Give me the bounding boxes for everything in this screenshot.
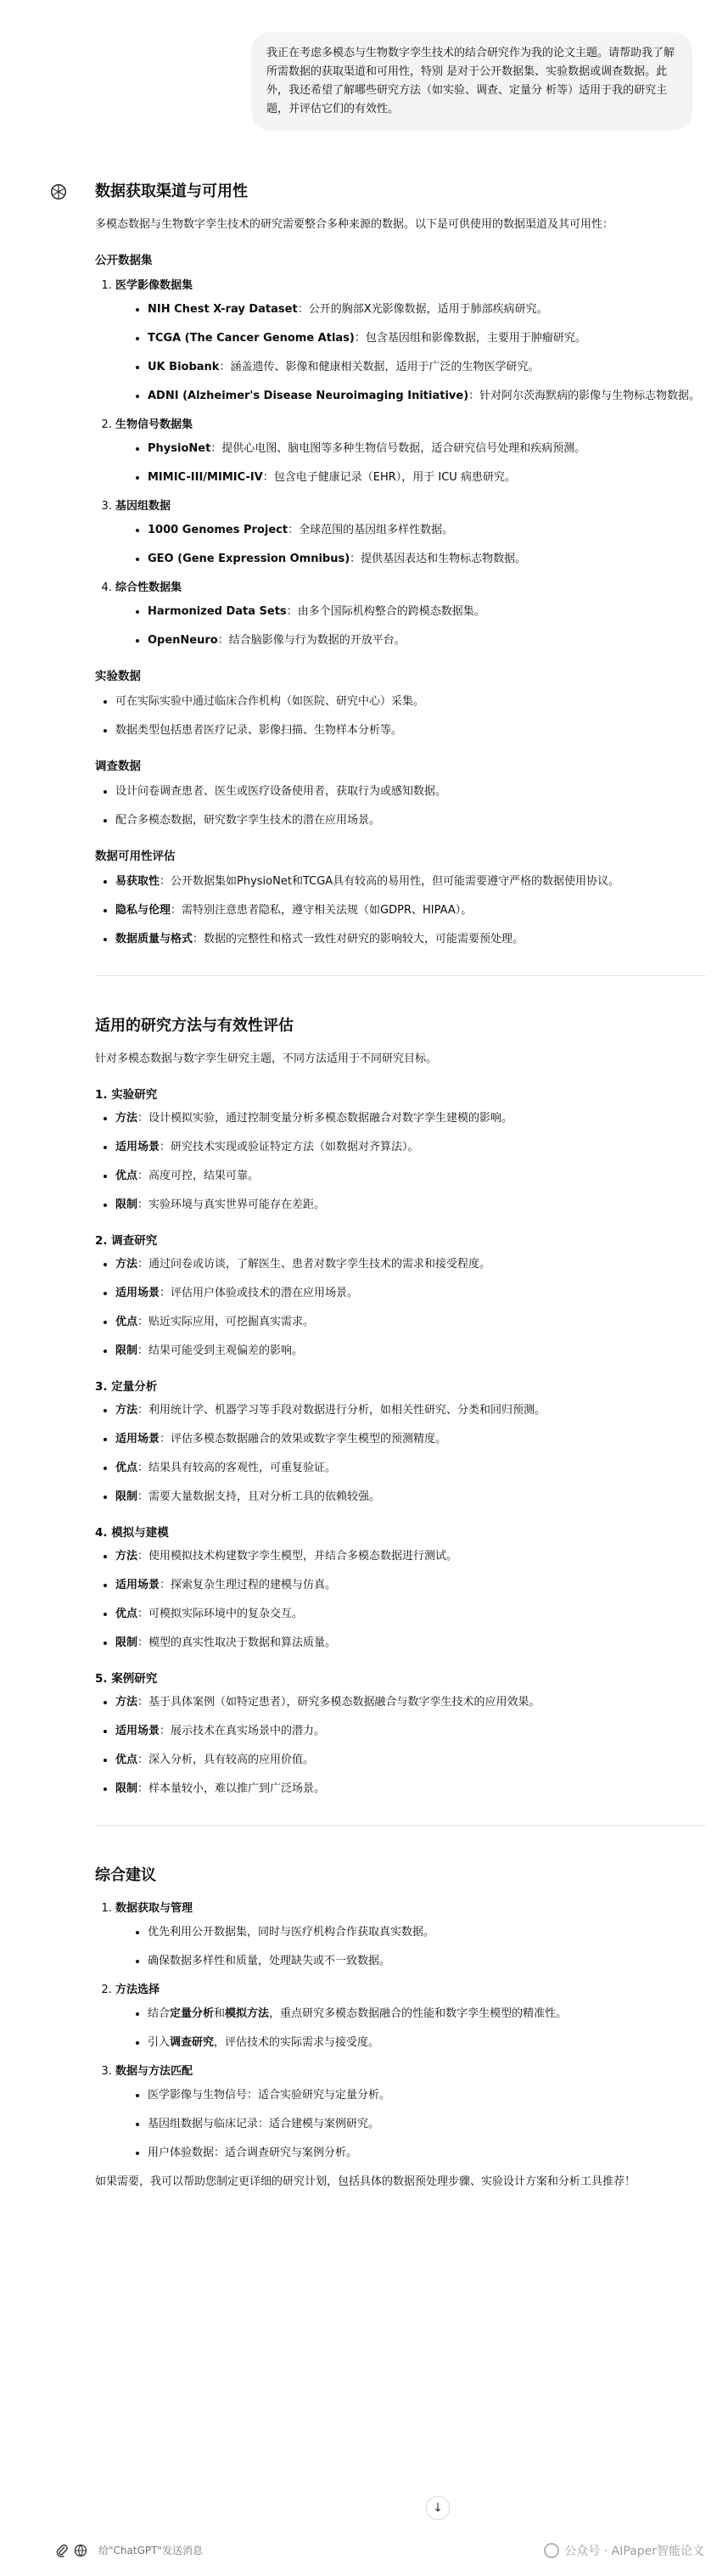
public-dataset-groups xyxy=(95,276,706,651)
list-item: • 结合定量分析和模拟方法，重点研究多模态数据融合的性能和数字孪生模型的精准性。 xyxy=(148,2004,706,2024)
dataset-group-title: 2. 生物信号数据集 xyxy=(115,418,193,431)
list-item: • MIMIC-III/MIMIC-IV：包含电子健康记录（EHR），用于 ICU 病患研究。 xyxy=(148,468,706,488)
list-item: • OpenNeuro：结合脑影像与行为数据的开放平台。 xyxy=(148,631,706,651)
list-item: • 适用场景：评估多模态数据融合的效果或数字孪生模型的预测精度。 xyxy=(115,1429,706,1450)
chatgpt-logo-icon xyxy=(49,182,68,201)
list-item: • 优点：高度可控，结果可靠。 xyxy=(115,1166,706,1187)
list-item: • 优先利用公开数据集，同时与医疗机构合作获取真实数据。 xyxy=(148,1922,706,1943)
dataset-group-title: 1. 医学影像数据集 xyxy=(115,279,193,292)
list-item: • 医学影像与生物信号：适合实验研究与定量分析。 xyxy=(148,2085,706,2106)
suggestion-group-title: 1. 数据获取与管理 xyxy=(115,1902,193,1915)
method-title: 1. 实验研究 xyxy=(95,1088,158,1102)
message-composer[interactable] xyxy=(53,2534,460,2568)
dataset-group xyxy=(115,497,706,570)
section-title-summary: 综合建议 xyxy=(95,1866,156,1884)
section-intro: 多模态数据与生物数字孪生技术的研究需要整合多种来源的数据。以下是可供使用的数据渠道及其可用性： xyxy=(95,218,614,231)
attach-icon[interactable] xyxy=(53,2541,71,2560)
suggestion-group xyxy=(115,2062,706,2164)
list-item: • 适用场景：研究技术实现或验证特定方法（如数据对齐算法）。 xyxy=(115,1137,706,1158)
list-item: • 方法：利用统计学、机器学习等手段对数据进行分析，如相关性研究、分类和回归预测。 xyxy=(115,1400,706,1421)
scroll-down-button[interactable] xyxy=(426,2496,450,2520)
list-item: • 设计问卷调查患者、医生或医疗设备使用者，获取行为或感知数据。 xyxy=(115,782,706,802)
experimental-data-heading: 实验数据 xyxy=(95,670,141,683)
user-message-bubble xyxy=(251,32,692,131)
public-datasets-heading: 公开数据集 xyxy=(95,254,153,267)
list-item: • 限制：实验环境与真实世界可能存在差距。 xyxy=(115,1195,706,1215)
suggestion-groups xyxy=(95,1899,706,2164)
dataset-group-title: 4. 综合性数据集 xyxy=(115,581,182,594)
list-item: • 限制：样本量较小，难以推广到广泛场景。 xyxy=(115,1779,706,1799)
list-item: • 可在实际实验中通过临床合作机构（如医院、研究中心）采集。 xyxy=(115,692,706,712)
list-item: • 限制：结果可能受到主观偏差的影响。 xyxy=(115,1341,706,1361)
list-item: • 适用场景：展示技术在真实场景中的潜力。 xyxy=(115,1721,706,1742)
closing-text: 如果需要，我可以帮助您制定更详细的研究计划，包括具体的数据预处理步骤、实验设计方案和分析工具推荐！ xyxy=(95,2175,636,2188)
section-divider xyxy=(95,1825,706,1826)
method-block xyxy=(95,1085,706,1215)
assistant-message xyxy=(95,181,706,2204)
list-item: • 优点：可模拟实际环境中的复杂交互。 xyxy=(115,1604,706,1625)
dataset-group xyxy=(115,578,706,651)
list-item: • 方法：通过问卷或访谈，了解医生、患者对数字孪生技术的需求和接受程度。 xyxy=(115,1254,706,1275)
list-item: • 1000 Genomes Project：全球范围的基因组多样性数据。 xyxy=(148,520,706,541)
list-item: • PhysioNet：提供心电图、脑电图等多种生物信号数据，适合研究信号处理和疾病预测。 xyxy=(148,439,706,459)
list-item: • 易获取性：公开数据集如PhysioNet和TCGA具有较高的易用性，但可能需要遵守严格的数据使用协议。 xyxy=(115,872,706,892)
list-item: • 方法：基于具体案例（如特定患者），研究多模态数据融合与数字孪生技术的应用效果。 xyxy=(115,1692,706,1713)
section-intro: 针对多模态数据与数字孪生研究主题，不同方法适用于不同研究目标。 xyxy=(95,1052,438,1065)
list-item: • 配合多模态数据，研究数字孪生技术的潜在应用场景。 xyxy=(115,811,706,831)
dataset-group xyxy=(115,276,706,407)
section-title-data: 数据获取渠道与可用性 xyxy=(95,182,248,200)
arrow-down-icon: ↓ xyxy=(433,2501,443,2515)
availability-heading: 数据可用性评估 xyxy=(95,850,176,863)
list-item: • 用户体验数据：适合调查研究与案例分析。 xyxy=(148,2143,706,2164)
list-item: • 限制：模型的真实性取决于数据和算法质量。 xyxy=(115,1633,706,1653)
method-block xyxy=(95,1377,706,1507)
list-item: • GEO (Gene Expression Omnibus)：提供基因表达和生物标志物数据。 xyxy=(148,549,706,570)
section-divider xyxy=(95,975,706,976)
list-item: • 方法：使用模拟技术构建数字孪生模型，并结合多模态数据进行测试。 xyxy=(115,1546,706,1567)
list-item: • ADNI (Alzheimer's Disease Neuroimaging Initiative)：针对阿尔茨海默病的影像与生物标志物数据。 xyxy=(148,386,706,407)
list-item: • 适用场景：评估用户体验或技术的潜在应用场景。 xyxy=(115,1283,706,1304)
list-item: • 数据质量与格式：数据的完整性和格式一致性对研究的影响较大，可能需要预处理。 xyxy=(115,929,706,950)
list-item: • 隐私与伦理：需特别注意患者隐私，遵守相关法规（如GDPR、HIPAA）。 xyxy=(115,901,706,921)
list-item: • NIH Chest X-ray Dataset：公开的胸部X光影像数据，适用于肺部疾病研究。 xyxy=(148,300,706,320)
watermark-text: 公众号 · AIPaper智能论文 xyxy=(564,2545,704,2558)
list-item: • 优点：深入分析，具有较高的应用价值。 xyxy=(115,1750,706,1771)
list-item: • UK Biobank：涵盖遗传、影像和健康相关数据，适用于广泛的生物医学研究。 xyxy=(148,357,706,378)
list-item: • 数据类型包括患者医疗记录、影像扫描、生物样本分析等。 xyxy=(115,721,706,741)
bottom-bar xyxy=(53,2501,714,2568)
list-item: • 限制：需要大量数据支持，且对分析工具的依赖较强。 xyxy=(115,1487,706,1507)
list-item: • 方法：设计模拟实验，通过控制变量分析多模态数据融合对数字孪生建模的影响。 xyxy=(115,1108,706,1129)
list-item: • TCGA (The Cancer Genome Atlas)：包含基因组和影像数据，主要用于肿瘤研究。 xyxy=(148,328,706,349)
list-item: • 优点：结果具有较高的客观性，可重复验证。 xyxy=(115,1458,706,1479)
survey-data-heading: 调查数据 xyxy=(95,760,141,773)
wechat-official-account-icon xyxy=(544,2543,559,2558)
list-item: • 基因组数据与临床记录：适合建模与案例研究。 xyxy=(148,2114,706,2135)
suggestion-group xyxy=(115,1980,706,2053)
dataset-group xyxy=(115,415,706,488)
method-block xyxy=(95,1523,706,1653)
method-block xyxy=(95,1231,706,1361)
method-title: 5. 案例研究 xyxy=(95,1672,158,1686)
method-block xyxy=(95,1669,706,1799)
watermark xyxy=(544,2542,704,2559)
suggestion-group-title: 2. 方法选择 xyxy=(115,1984,160,1996)
globe-icon[interactable] xyxy=(71,2541,90,2560)
method-title: 3. 定量分析 xyxy=(95,1380,158,1394)
message-input[interactable] xyxy=(97,2544,355,2557)
user-message-text: 我正在考虑多模态与生物数字孪生技术的结合研究作为我的论文主题。请帮助我了解所需数据的获取渠道和可用性，特别 是对于公开数据集、实验数据或调查数据。此外，我还希望了解哪些研究方法（如实验、调查、定量分 析等）适用于我的研究主题，并评估它们的有效性。 xyxy=(266,47,675,115)
list-item: • 引入调查研究，评估技术的实际需求与接受度。 xyxy=(148,2033,706,2053)
method-title: 4. 模拟与建模 xyxy=(95,1526,169,1540)
suggestion-group xyxy=(115,1899,706,1972)
list-item: • 确保数据多样性和质量，处理缺失或不一致数据。 xyxy=(148,1951,706,1972)
suggestion-group-title: 3. 数据与方法匹配 xyxy=(115,2065,193,2078)
section-title-methods: 适用的研究方法与有效性评估 xyxy=(95,1017,294,1035)
method-title: 2. 调查研究 xyxy=(95,1234,158,1248)
list-item: • 适用场景：探索复杂生理过程的建模与仿真。 xyxy=(115,1575,706,1596)
list-item: • Harmonized Data Sets：由多个国际机构整合的跨模态数据集。 xyxy=(148,602,706,622)
dataset-group-title: 3. 基因组数据 xyxy=(115,500,171,513)
list-item: • 优点：贴近实际应用，可挖掘真实需求。 xyxy=(115,1312,706,1333)
